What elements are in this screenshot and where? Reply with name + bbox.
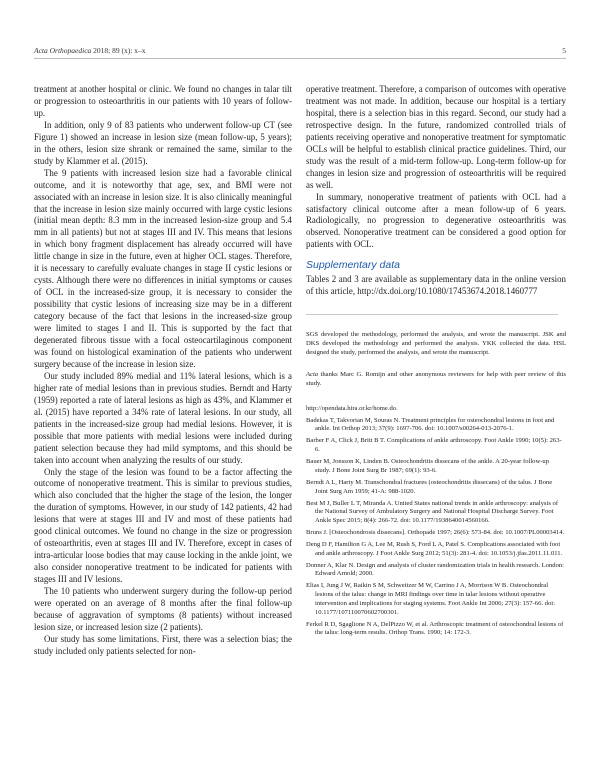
acknowledgment-text: thanks Marc G. Romijn and other anonymous reviewers for help with peer review of this study.	[306, 371, 566, 388]
author-contributions: SGS developed the methodology, performed the analysis, and wrote the manuscript. JSK and DKS developed the methodology and performed the analysis. YKK collected the data. HSL designed the study, performed the analysis, and wrote the manuscript.	[306, 331, 566, 356]
journal-name: Acta Orthopaedica	[34, 46, 92, 55]
right-column	[306, 84, 566, 641]
page-number: 5	[562, 46, 566, 55]
paragraph: Our study included 89% medial and 11% lateral lesions, which is a higher rate of medial lesions than in previous studies. Berndt and Harty (1959) reported a rate of lateral lesions as high as 43%, and Klammer et al. (2015) have reported a 34% rate of lateral lesions. In our study, all patients in the increased-size group had medial lesions. However, it is possible that more patients with medial lesions were included during patient selection because they had mild symptoms, and this should be taken into account when analyzing the results of our study.	[34, 370, 292, 465]
reference-item: Best M J, Buller L T, Miranda A. United States national trends in ankle arthroscopy: analysis of the National Survey of Ambulatory Surgery and National Hospital Discharge Survey. Foot Ankle Spec 2015; 8(4): 266-72. doi: 10.1177/1938640014560166.	[306, 499, 559, 524]
reference-item: Elias I, Jung J W, Raikin S M, Schweitzer M W, Carrino J A, Morrison W B. Osteochondral lesions of the talus: change in MRI findings over time in talar lesions without operative intervention and implications for staging systems. Foot Ankle Int 2006; 27(3): 157-66. doi: 10.1177/107110070602700301.	[306, 582, 555, 616]
journal-citation	[34, 46, 145, 55]
paragraph: In addition, only 9 of 83 patients who underwent follow-up CT (see Figure 1) showed an increase in lesion size (mean follow-up, 5 years); in the others, lesion size shrank or remained the same, similar to the study by Klammer et al. (2015).	[34, 119, 292, 166]
reference-list	[306, 405, 566, 638]
running-header	[34, 46, 566, 60]
paragraph: Our study has some limitations. First, there was a selection bias; the study included only patients selected for non-	[34, 633, 292, 656]
paragraph: Only the stage of the lesion was found to be a factor affecting the outcome of nonoperative treatment. This is similar to previous studies, which also concluded that the higher the stage of the lesion, the longer the duration of symptoms. However, in our study of 142 patients, 42 had lesions that were at stages III and IV and most of these patients had good clinical outcomes. We found no change in the size or progression of osteoarthritis, even at stages III and IV. Therefore, except in cases of intra-articular loose bodies that may cause locking in the ankle joint, we also consider nonoperative treatment to be indicated for patients with stages III and IV lesions.	[34, 466, 292, 585]
reference-item: Bruns J. [Osteochondrosis dissecans]. Orthopade 1997; 26(6): 573-84. doi: 10.1007/PL00003414.	[306, 528, 565, 536]
paragraph: treatment at another hospital or clinic. We found no changes in talar tilt or progression to osteoarthritis in our patients with 10 years of follow-up.	[34, 84, 292, 118]
supplementary-text: Tables 2 and 3 are available as supplementary data in the online version of this article, http://dx.doi.org/10.1080/17453674.2018.1460777	[306, 274, 566, 297]
url-reference: http://opendata.hira.or.kr/home.do.	[306, 404, 398, 412]
paragraph: The 9 patients with increased lesion size had a favorable clinical outcome, and it is noteworthy that age, sex, and BMI were not associated with an increase in lesion size. It is also clinically meaningful that the increase in lesion size mainly occurred with large cystic lesions (initial mean depth: 8.3 mm in the increased lesion-size group and 5.4 mm in all patients) but not at stages III and IV. This means that lesions in which bony fragment displacement has already occurred will have little change in size in the future, even at higher OCL stages. Therefore, it is necessary to carefully evaluate changes in stage II cystic lesions or cysts. Although there were no differences in initial symptoms or causes of OCL in the increased-size group, it is necessary to consider the possibility that cystic lesions of increasing size may be in a different category because of the fact that lesions in the increased-size group were limited to stages I and II. This is supported by the fact that degenerated fibrous tissue with a focal osteocartilaginous component was found on histological examination of the patients who underwent surgery because of the increase in lesion size.	[34, 167, 292, 369]
reference-item: Badekas T, Takvorian M, Souras N. Treatment principles for osteochondral lesions in foot and ankle. Int Orthop 2013; 37(9): 1697-706. doi: 10.1007/s00264-013-2076-1.	[306, 416, 555, 433]
reference-item: Berndt A L, Harty M. Transchondral fractures (osteochondritis dissecans) of the talus. J Bone Joint Surg Am 1959; 41-A: 988-1020.	[306, 478, 553, 495]
paragraph: In summary, nonoperative treatment of patients with OCL had a satisfactory clinical outcome after a mean follow-up of 6 years. Radiologically, no progression to degenerative osteoarthritis was observed. Nonoperative treatment can be considered a good option for patients with OCL.	[306, 191, 566, 250]
reference-item: Barber F A, Click J, Britt B T. Complications of ankle arthroscopy. Foot Ankle 1990; 10(5): 263-6.	[306, 437, 562, 454]
acknowledgment	[306, 371, 566, 388]
issue-info: 2018; 89 (x): x–x	[91, 46, 146, 55]
left-column	[34, 84, 292, 658]
reference-item: Donner A, Klar N. Design and analysis of cluster randomization trials in health research. London: Edward Arnold; 2000.	[306, 561, 564, 578]
supplementary-heading: Supplementary data	[306, 259, 400, 272]
paragraph: operative treatment. Therefore, a comparison of outcomes with operative treatment was not made. In addition, because our hospital is a tertiary hospital, there is a selection bias in this regard. Second, our study had a retrospective design. In the future, randomized controlled trials of patients receiving operative and nonoperative treatment for symptomatic OCLs will be helpful to establish clinical practice guidelines. Third, our study was the result of a mid-term follow-up. Long-term follow-up for changes in lesion size and progression of osteoarthritis will be required as well.	[306, 84, 566, 190]
header-rule	[34, 58, 566, 59]
reference-item: Ferkel R D, Sgaglione N A, DelPizzo W, et al. Arthroscopic treatment of osteochondral lesions of the talus: long-term results. Orthop Trans. 1990; 14: 172-3.	[306, 620, 564, 637]
reference-item: Bauer M, Jonsson K, Linden B. Osteochondritis dissecans of the ankle. A 20-year follow-up study. J Bone Joint Surg Br 1987; 69(1): 93-6.	[306, 458, 550, 474]
reference-item: Deng D F, Hamilton G A, Lee M, Rush S, Ford L A, Patel S. Complications associated with foot and ankle arthroscopy. J Foot Ankle Surg 2012; 51(3): 281-4. doi: 10.1053/j.jfas.2011.11.011.	[306, 540, 563, 557]
acknowledgment-journal: Acta	[306, 371, 319, 379]
section-divider	[306, 314, 558, 315]
paragraph: The 10 patients who underwent surgery during the follow-up period were operated on an average of 8 months after the final follow-up because of aggravation of symptoms (8 patients) without increased lesion size, or increased lesion size (2 patients).	[34, 586, 292, 632]
